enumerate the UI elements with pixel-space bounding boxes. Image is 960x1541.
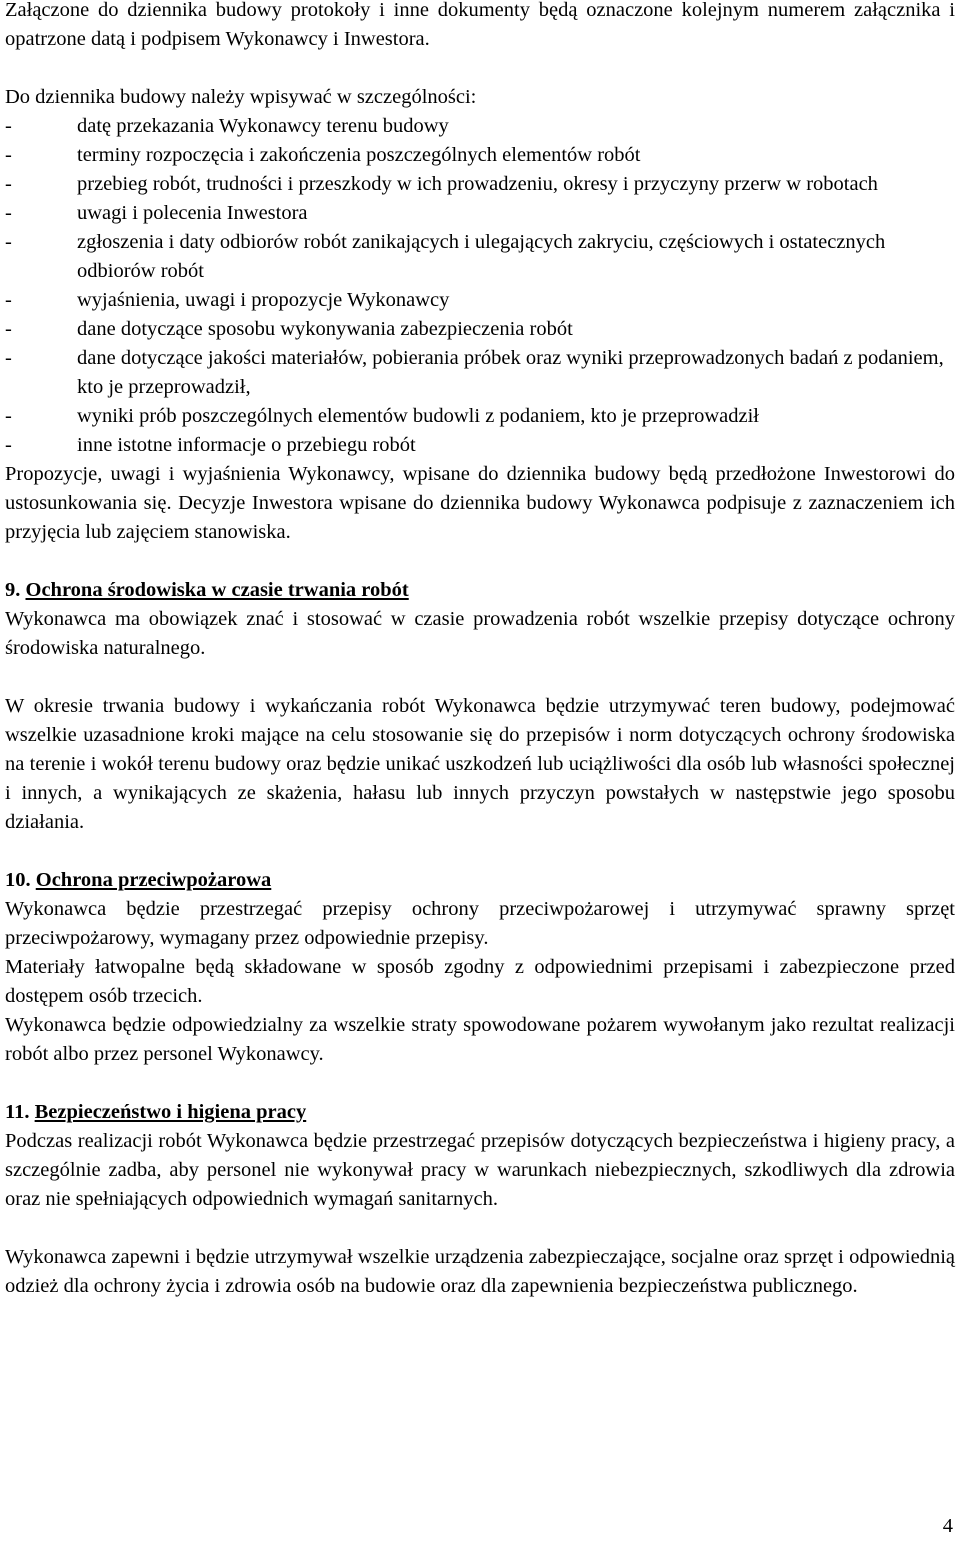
list-item [5,228,955,286]
journal-entries-list [5,112,955,460]
list-dash: - [5,289,12,311]
section-11-heading [5,1098,955,1127]
section-title: Bezpieczeństwo i higiena pracy [34,1101,307,1123]
section-10-paragraph: Materiały łatwopalne będą składowane w sposób zgodny z odpowiednimi przepisami i zabezpieczone przed dostępem osób trzecich. [5,956,955,1007]
list-item-text: datę przekazania Wykonawcy terenu budowy [77,115,449,137]
list-item-text: dane dotyczące sposobu wykonywania zabezpieczenia robót [77,318,573,340]
list-item-text: wyniki prób poszczególnych elementów budowli z podaniem, kto je przeprowadził [77,405,759,427]
list-dash: - [5,231,12,253]
section-9-paragraph: W okresie trwania budowy i wykańczania robót Wykonawca będzie utrzymywać teren budowy, podejmować wszelkie uzasadnione kroki mające na celu stosowanie się do przepisów i norm dotyczących ochrony środowiska na terenie i wokół terenu budowy oraz będzie unikać uszkodzeń lub uciążliwości dla osób lub własności społecznej i innych, a wynikających ze skażenia, hałasu lub innych przyczyn powstałych w następstwie jego sposobu działania. [5,695,955,833]
section-9-heading [5,576,955,605]
list-dash: - [5,173,12,195]
section-number: 10. [5,869,31,891]
section-number: 9. [5,579,21,601]
section-title: Ochrona przeciwpożarowa [35,869,272,891]
spacer [5,54,955,83]
section-10-paragraph: Wykonawca będzie odpowiedzialny za wszelkie straty spowodowane pożarem wywołanym jako rezultat realizacji robót albo przez personel Wykonawcy. [5,1014,955,1065]
list-item-text: dane dotyczące jakości materiałów, pobierania próbek oraz wyniki przeprowadzonych badań z podaniem, kto je przeprowadził, [77,347,944,398]
section-10-heading [5,866,955,895]
list-dash: - [5,318,12,340]
list-dash: - [5,405,12,427]
section-9-paragraph: Wykonawca ma obowiązek znać i stosować w czasie prowadzenia robót wszelkie przepisy dotyczące ochrony środowiska naturalnego. [5,608,955,659]
section-title: Ochrona środowiska w czasie trwania robót [25,579,409,601]
list-item [5,431,955,460]
list-item [5,315,955,344]
list-item-text: inne istotne informacje o przebiegu robót [77,434,416,456]
section-11-paragraph: Wykonawca zapewni i będzie utrzymywał wszelkie urządzenia zabezpieczające, socjalne oraz sprzęt i odpowiednią odzież dla ochrony życia i zdrowia osób na budowie oraz dla zapewnienia bezpieczeństwa publicznego. [5,1246,955,1297]
list-item-text: uwagi i polecenia Inwestora [77,202,308,224]
list-item [5,170,955,199]
list-dash: - [5,434,12,456]
section-11-paragraph: Podczas realizacji robót Wykonawca będzie przestrzegać przepisów dotyczących bezpieczeństwa i higieny pracy, a szczególnie zadba, aby personel nie wykonywał pracy w warunkach niebezpiecznych, szkodliwych dla zdrowia oraz nie spełniających odpowiednich wymagań sanitarnych. [5,1130,955,1210]
spacer [5,547,955,576]
list-item [5,199,955,228]
list-item-text: zgłoszenia i daty odbiorów robót zanikających i ulegających zakryciu, częściowych i ostatecznych odbiorów robót [77,231,886,282]
document-page [5,0,955,1301]
list-item [5,344,955,402]
list-item [5,286,955,315]
list-item [5,112,955,141]
list-item [5,141,955,170]
page-number: 4 [942,1515,953,1537]
list-item-text: przebieg robót, trudności i przeszkody w ich prowadzeniu, okresy i przyczyny przerw w robotach [77,173,878,195]
list-dash: - [5,115,12,137]
spacer [5,663,955,692]
section-number: 11. [5,1101,30,1123]
spacer [5,1069,955,1098]
list-lead: Do dziennika budowy należy wpisywać w szczególności: [5,86,477,108]
section-10-paragraph: Wykonawca będzie przestrzegać przepisy ochrony przeciwpożarowej i utrzymywać sprawny sprzęt przeciwpożarowy, wymagany przez odpowiednie przepisy. [5,898,955,949]
list-item-text: wyjaśnienia, uwagi i propozycje Wykonawcy [77,289,450,311]
spacer [5,1214,955,1243]
intro-paragraph: Załączone do dziennika budowy protokoły i inne dokumenty będą oznaczone kolejnym numerem załącznika i opatrzone datą i podpisem Wykonawcy i Inwestora. [5,0,955,50]
list-dash: - [5,347,12,369]
list-dash: - [5,202,12,224]
list-dash: - [5,144,12,166]
spacer [5,837,955,866]
list-item-text: terminy rozpoczęcia i zakończenia poszczególnych elementów robót [77,144,641,166]
proposals-paragraph: Propozycje, uwagi i wyjaśnienia Wykonawcy, wpisane do dziennika budowy będą przedłożone Inwestorowi do ustosunkowania się. Decyzje Inwestora wpisane do dziennika budowy Wykonawca podpisuje z zaznaczeniem ich przyjęcia lub zajęciem stanowiska. [5,463,955,543]
list-item [5,402,955,431]
